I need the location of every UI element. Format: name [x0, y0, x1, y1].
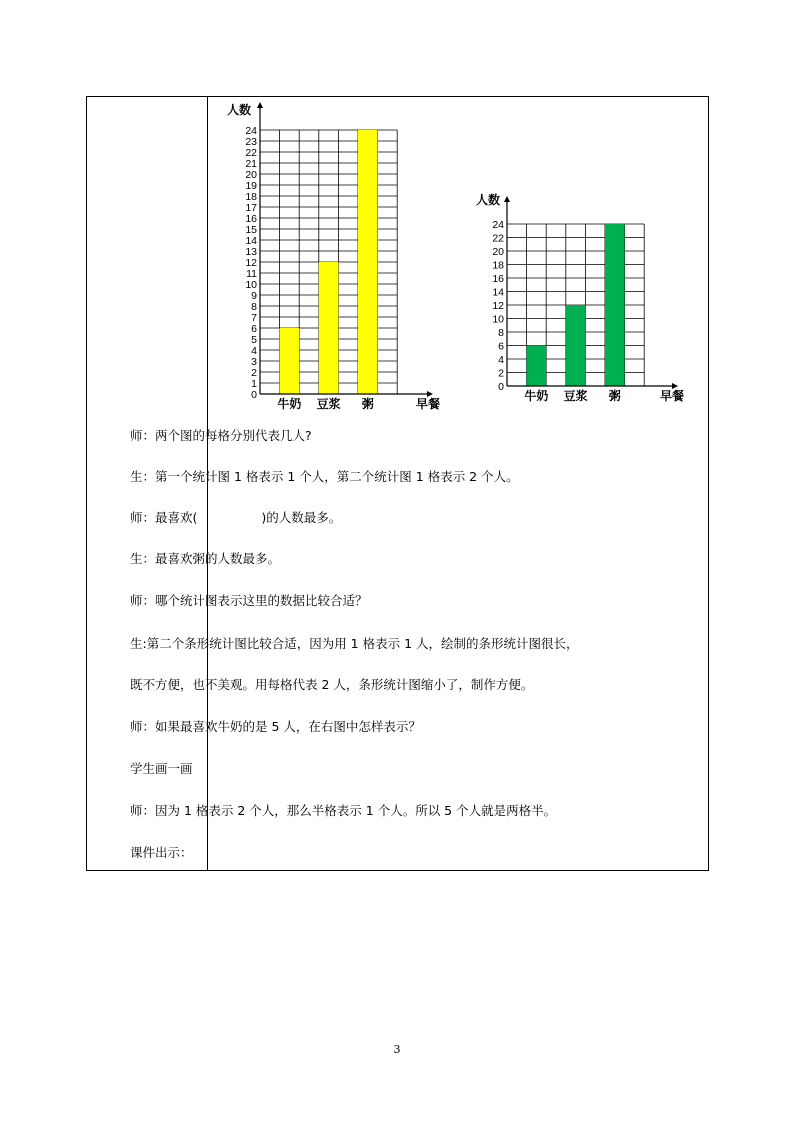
y-tick-label: 24	[492, 219, 504, 231]
x-category-label: 豆浆	[316, 397, 341, 411]
dialogue-line-3-post: )的人数最多。	[261, 510, 342, 525]
y-axis-arrow	[504, 196, 510, 202]
dialogue-line-5: 师：哪个统计图表示这里的数据比较合适？	[130, 593, 368, 608]
dialogue-line-3	[130, 510, 341, 526]
y-tick-label: 17	[245, 202, 257, 214]
x-category-label: 牛奶	[524, 389, 549, 403]
y-tick-label: 19	[245, 180, 257, 192]
y-tick-label: 11	[246, 268, 257, 280]
y-tick-label: 20	[245, 169, 257, 181]
y-tick-label: 6	[498, 340, 504, 353]
bar-粥	[605, 224, 625, 386]
x-category-label: 豆浆	[563, 389, 588, 403]
dialogue-line-1: 师：两个图的每格分别代表几人?	[130, 428, 312, 443]
dialogue-line-7: 既不方便，也不美观。用每格代表 2 人，条形统计图缩小了，制作方便。	[130, 677, 534, 692]
bar-豆浆	[566, 305, 586, 386]
y-tick-label: 14	[492, 286, 504, 299]
x-category-label: 牛奶	[277, 397, 302, 411]
y-tick-label: 24	[245, 125, 257, 137]
y-tick-label: 12	[492, 300, 504, 312]
y-tick-label: 12	[245, 257, 257, 269]
y-axis-title: 人数	[227, 103, 252, 117]
y-tick-label: 4	[251, 345, 257, 357]
y-tick-label: 0	[251, 389, 257, 401]
y-tick-label: 1	[251, 378, 257, 390]
bar-豆浆	[319, 262, 339, 394]
y-tick-label: 10	[245, 279, 257, 291]
y-axis-arrow	[257, 102, 263, 108]
bar-牛奶	[527, 346, 547, 387]
y-tick-label: 2	[251, 367, 257, 379]
y-tick-label: 6	[251, 323, 257, 335]
dialogue-line-3-pre: 师：最喜欢(	[130, 510, 198, 525]
x-axis-title: 早餐	[415, 397, 441, 411]
y-tick-label: 4	[498, 354, 504, 366]
bar-chart-2-svg	[470, 190, 700, 415]
bar-牛奶	[280, 328, 300, 394]
bar-chart-1	[215, 98, 450, 413]
y-tick-label: 2	[498, 367, 504, 380]
y-tick-label: 20	[492, 246, 504, 258]
dialogue-line-10: 师：因为 1 格表示 2 个人，那么半格表示 1 个人。所以 5 个人就是两格半。	[130, 803, 557, 818]
page-number: 3	[393, 1043, 401, 1056]
y-tick-label: 22	[492, 232, 504, 245]
x-category-label: 粥	[361, 397, 374, 411]
y-tick-label: 8	[251, 301, 257, 313]
y-tick-label: 7	[251, 312, 257, 324]
y-tick-label: 18	[245, 191, 257, 203]
y-tick-label: 15	[245, 224, 257, 236]
bar-chart-2	[470, 190, 700, 415]
bar-chart-1-svg	[215, 98, 450, 413]
y-tick-label: 9	[251, 290, 257, 302]
dialogue-line-11: 课件出示：	[130, 845, 193, 860]
y-tick-label: 10	[492, 313, 504, 326]
dialogue-line-9: 学生画一画	[130, 761, 193, 776]
y-tick-label: 16	[245, 213, 257, 225]
y-tick-label: 13	[245, 246, 257, 258]
x-category-label: 粥	[608, 389, 621, 403]
y-tick-label: 14	[245, 235, 257, 247]
dialogue-line-2: 生：第一个统计图 1 格表示 1 个人，第二个统计图 1 格表示 2 个人。	[130, 469, 519, 484]
y-tick-label: 18	[492, 259, 504, 272]
dialogue-line-6: 生:第二个条形统计图比较合适，因为用 1 格表示 1 人，绘制的条形统计图很长，	[130, 636, 579, 651]
x-axis-title: 早餐	[659, 389, 685, 403]
y-tick-label: 0	[498, 381, 504, 393]
bar-粥	[358, 130, 378, 394]
y-tick-label: 22	[245, 147, 257, 159]
y-tick-label: 23	[245, 136, 257, 148]
y-tick-label: 8	[498, 327, 504, 339]
y-axis-title: 人数	[476, 193, 501, 207]
y-tick-label: 3	[251, 356, 257, 368]
y-tick-label: 16	[492, 273, 504, 285]
dialogue-line-4: 生：最喜欢粥的人数最多。	[130, 551, 281, 566]
dialogue-line-8: 师：如果最喜欢牛奶的是 5 人，在右图中怎样表示？	[130, 719, 421, 734]
y-tick-label: 21	[245, 158, 257, 170]
y-tick-label: 5	[251, 334, 257, 346]
